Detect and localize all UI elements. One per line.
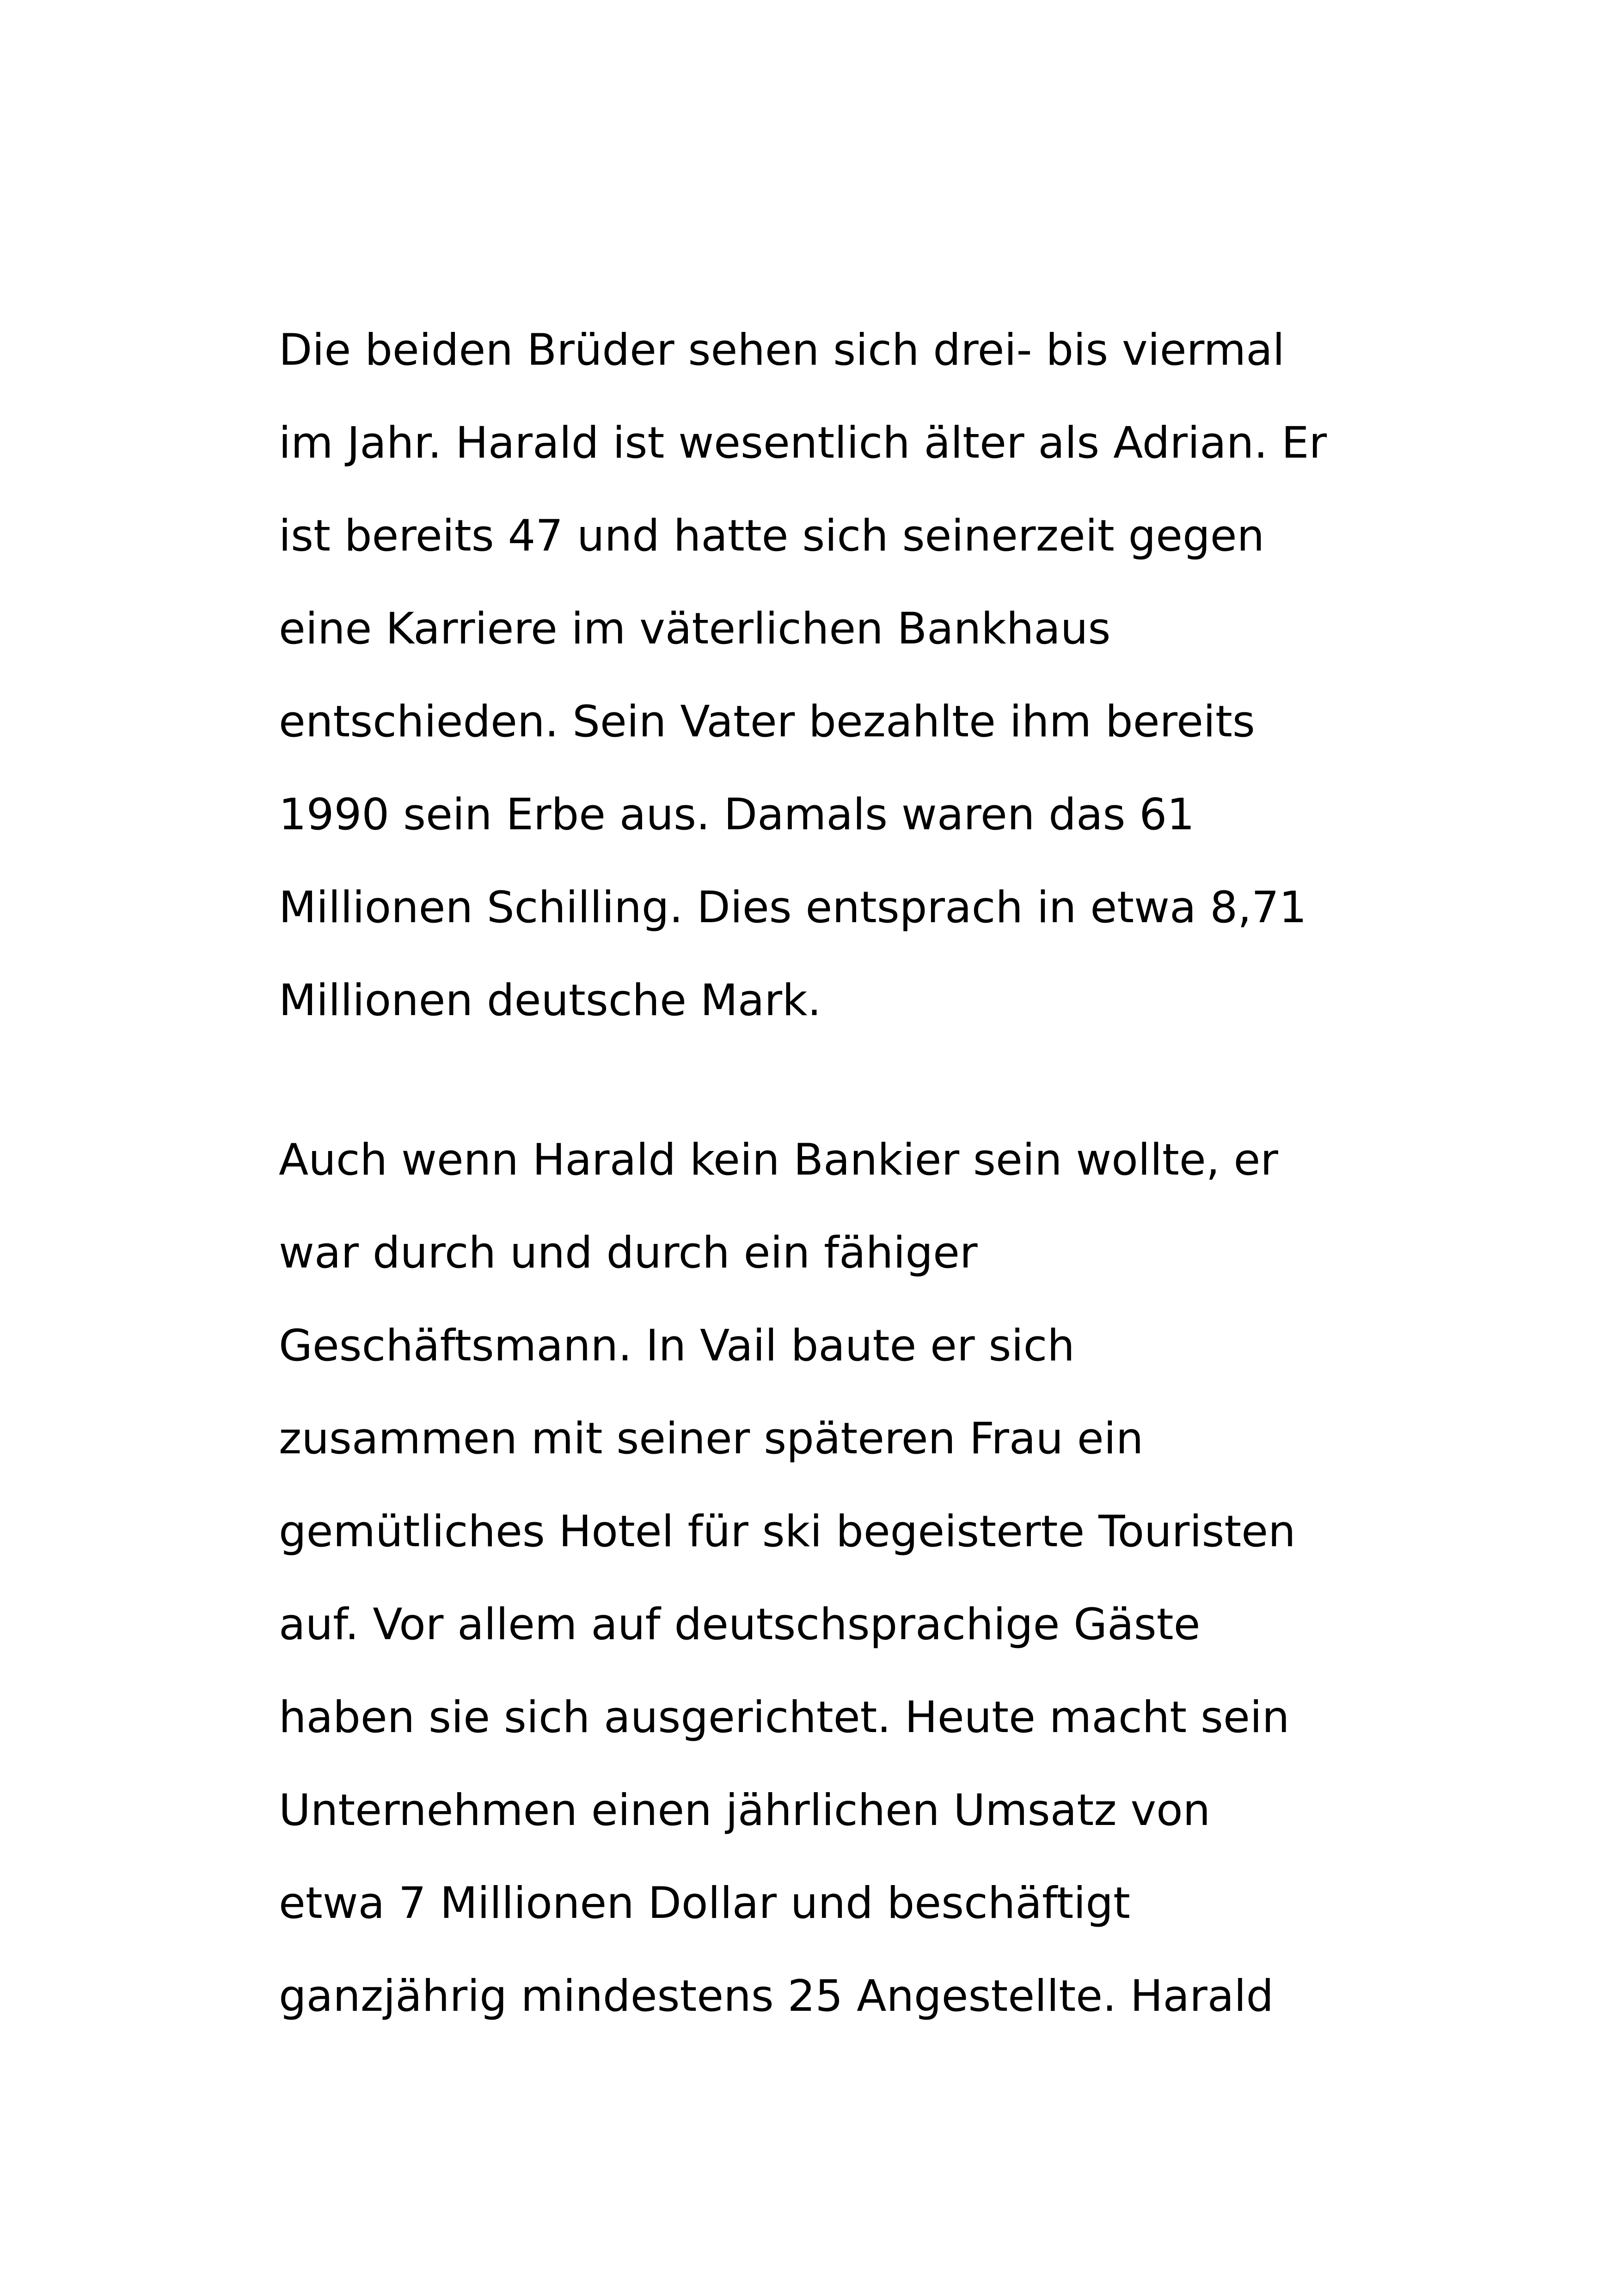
text-line: ganzjährig mindestens 25 Angestellte. Harald bbox=[279, 1971, 1274, 2021]
text-line: zusammen mit seiner späteren Frau ein bbox=[279, 1414, 1144, 1464]
paragraph-1 bbox=[279, 318, 1388, 1061]
paragraph-2 bbox=[279, 1128, 1388, 2057]
text-line: gemütliches Hotel für ski begeisterte Touristen bbox=[279, 1506, 1296, 1557]
text-line: 1990 sein Erbe aus. Damals waren das 61 bbox=[279, 790, 1195, 840]
text-line: Auch wenn Harald kein Bankier sein wollte, er bbox=[279, 1135, 1278, 1185]
text-line: auf. Vor allem auf deutschsprachige Gäste bbox=[279, 1599, 1201, 1650]
text-line: entschieden. Sein Vater bezahlte ihm bereits bbox=[279, 697, 1255, 747]
text-line: eine Karriere im väterlichen Bankhaus bbox=[279, 604, 1111, 654]
text-line: im Jahr. Harald ist wesentlich älter als Adrian. Er bbox=[279, 418, 1327, 468]
text-line: Millionen deutsche Mark. bbox=[279, 975, 821, 1026]
text-line: war durch und durch ein fähiger bbox=[279, 1228, 978, 1278]
text-line: Die beiden Brüder sehen sich drei- bis viermal bbox=[279, 325, 1285, 375]
text-line: haben sie sich ausgerichtet. Heute macht sein bbox=[279, 1692, 1290, 1743]
text-line: Millionen Schilling. Dies entsprach in etwa 8,71 bbox=[279, 882, 1307, 933]
text-line: Geschäftsmann. In Vail baute er sich bbox=[279, 1321, 1075, 1371]
text-line: Unternehmen einen jährlichen Umsatz von bbox=[279, 1785, 1211, 1836]
text-line: etwa 7 Millionen Dollar und beschäftigt bbox=[279, 1878, 1130, 1929]
text-line: ist bereits 47 und hatte sich seinerzeit gegen bbox=[279, 511, 1265, 561]
